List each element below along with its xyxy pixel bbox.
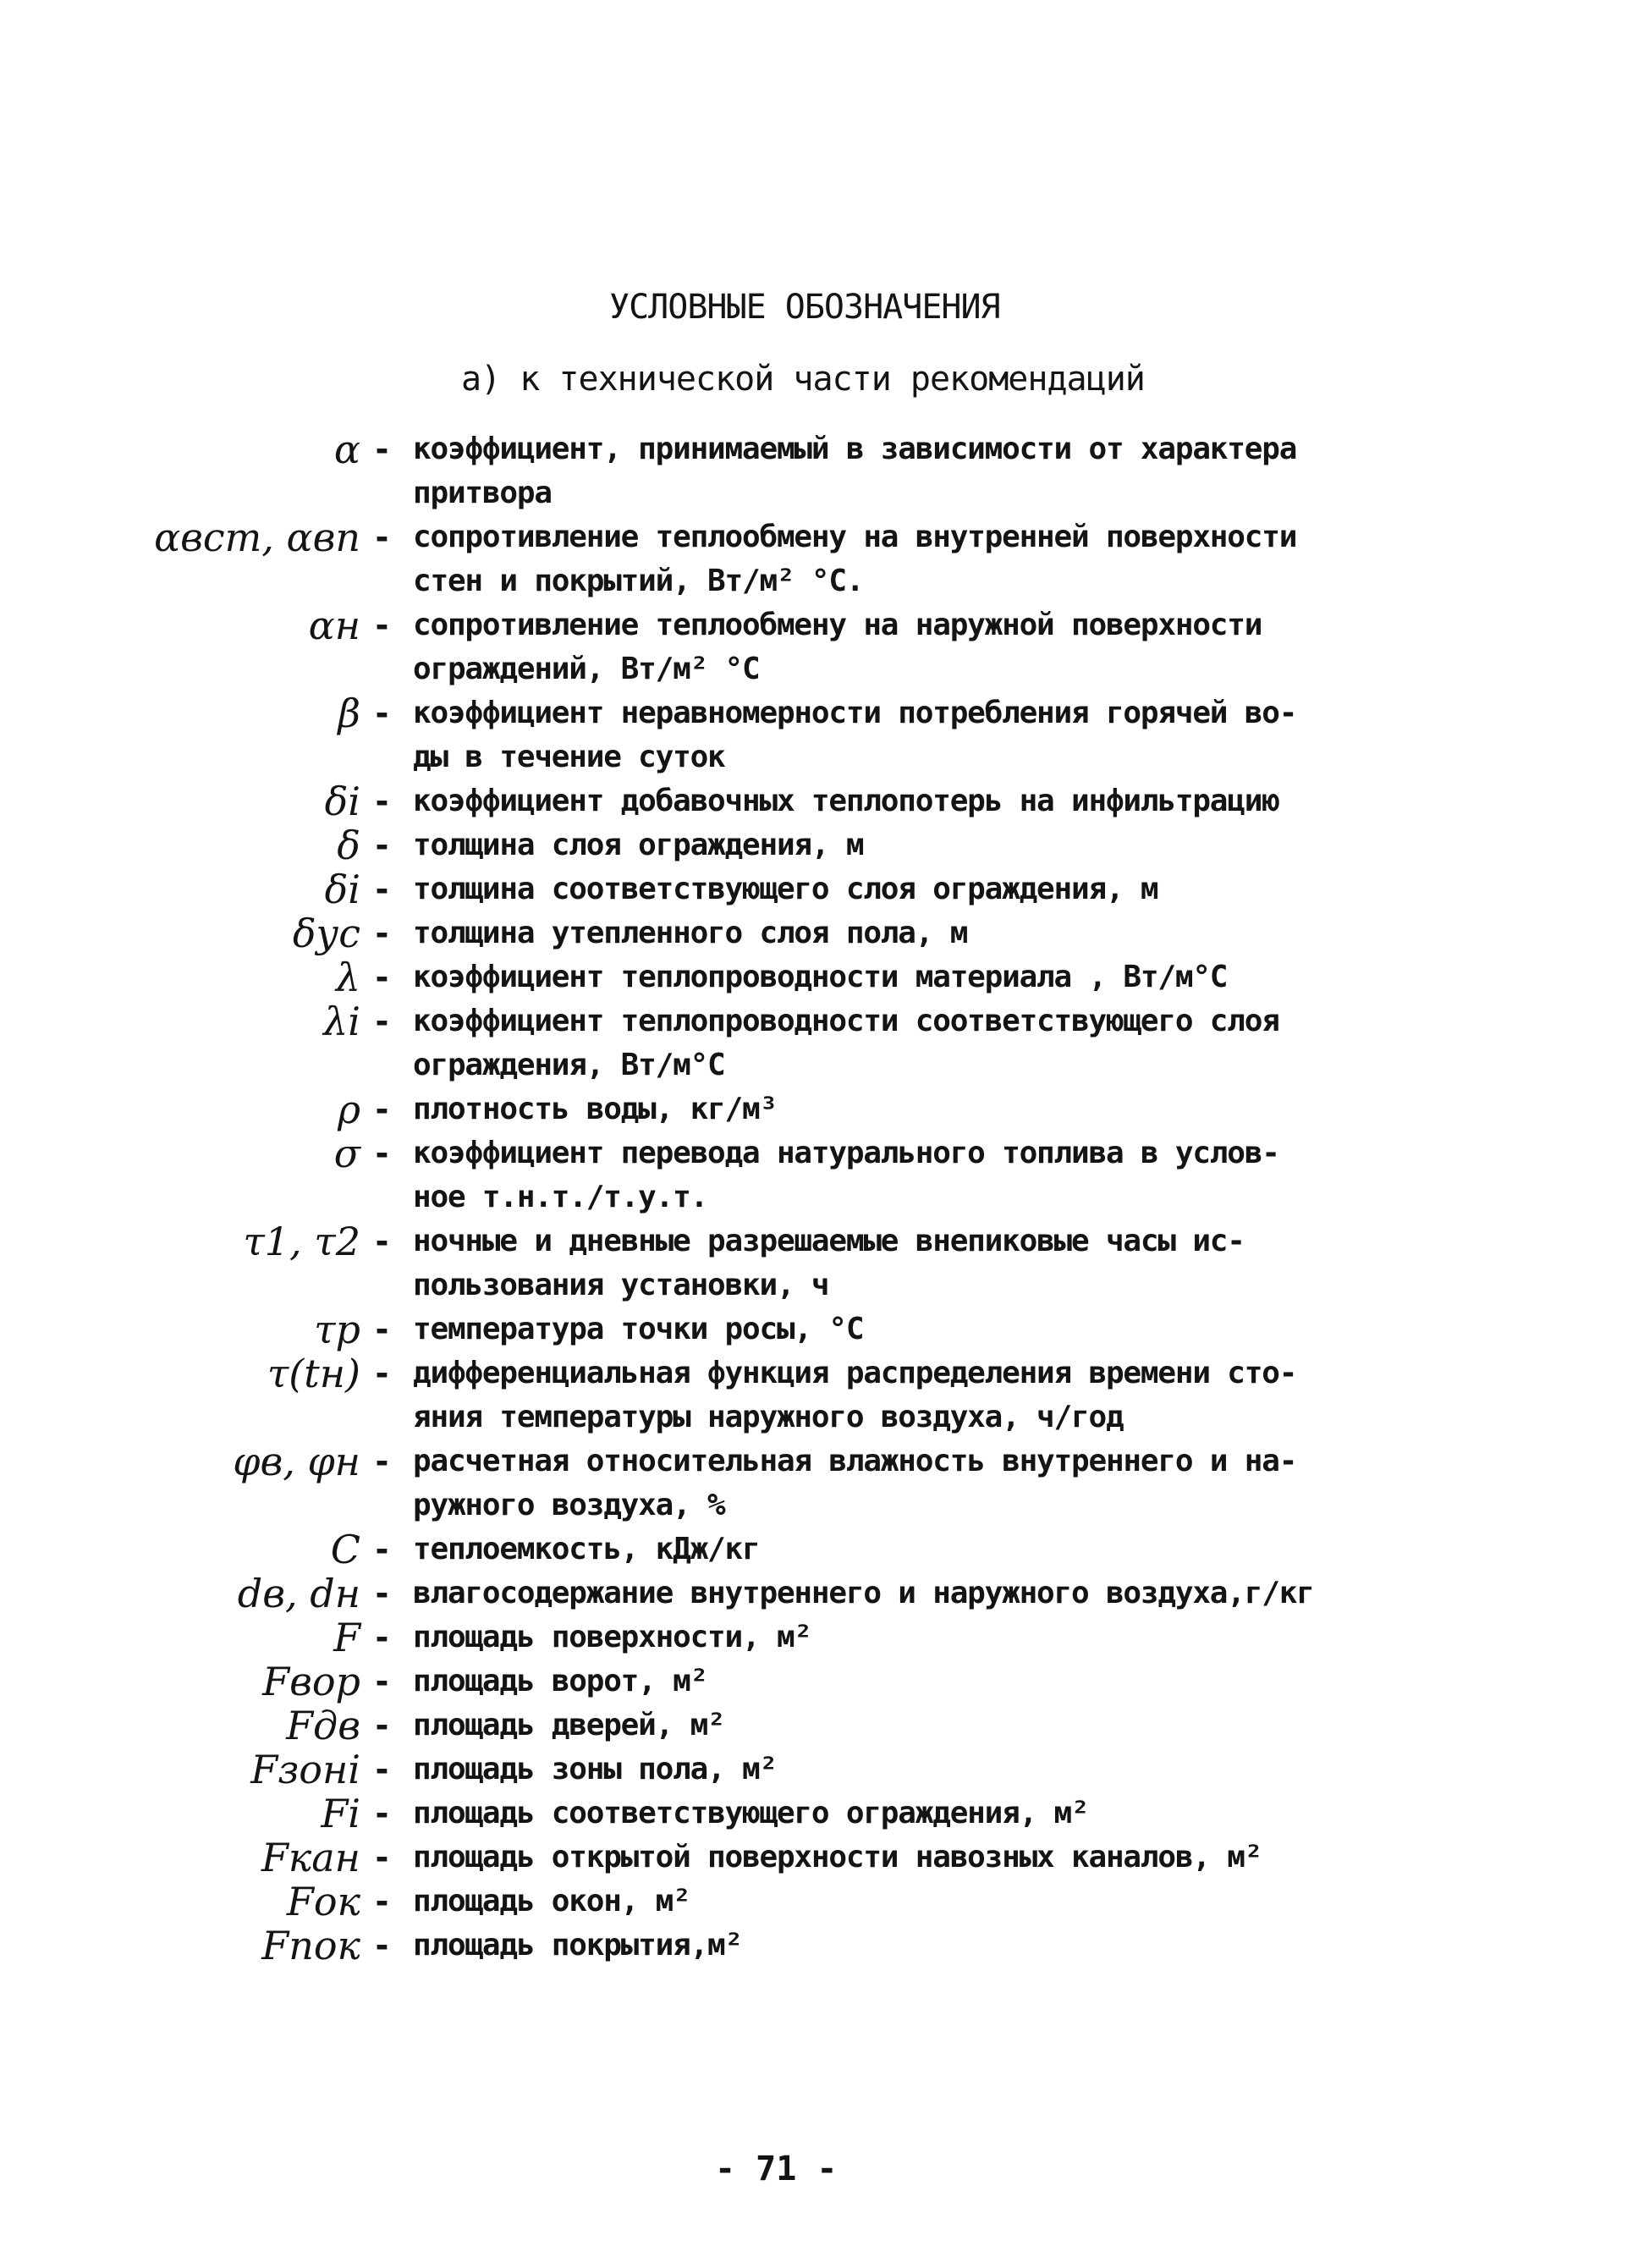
description-line: толщина слоя ограждения, м (413, 828, 864, 862)
description-line: толщина соответствующего слоя ограждения, м (413, 872, 1158, 906)
entry-dash: - (372, 431, 392, 468)
entry-dash: - (372, 1663, 392, 1700)
entry-description (413, 1704, 1369, 1748)
entry-symbol: dв, dн (237, 1571, 360, 1616)
description-line: температура точки росы, °С (413, 1312, 864, 1346)
symbol-entry (0, 1440, 1644, 1528)
entry-symbol: ρ (337, 1087, 360, 1132)
entry-description (413, 1440, 1369, 1528)
entry-dash: - (372, 1619, 392, 1656)
symbol-entry (0, 1616, 1644, 1660)
symbol-entry (0, 427, 1644, 515)
entry-symbol: Fзонi (250, 1747, 360, 1792)
entry-description (413, 999, 1369, 1087)
entry-description (413, 1748, 1369, 1792)
entry-description (413, 867, 1369, 911)
entry-symbol: δi (324, 779, 360, 824)
entry-dash: - (372, 1091, 392, 1128)
entry-description (413, 1087, 1369, 1131)
entry-description (413, 1660, 1369, 1704)
symbol-entry (0, 515, 1644, 603)
description-line: яния температуры наружного воздуха, ч/год (413, 1400, 1124, 1434)
symbol-entry (0, 1704, 1644, 1748)
entry-symbol: С (330, 1527, 360, 1572)
symbol-entry (0, 911, 1644, 955)
description-line: коэффициент добавочных теплопотерь на инфильтрацию (413, 784, 1279, 818)
description-line: теплоемкость, кДж/кг (413, 1532, 760, 1566)
entry-description (413, 603, 1369, 691)
entry-description (413, 1924, 1369, 1968)
symbol-entry (0, 1307, 1644, 1351)
description-line: коэффициент неравномерности потребления горячей во- (413, 696, 1297, 730)
description-line: коэффициент теплопроводности соответствующего слоя (413, 1004, 1279, 1038)
description-line: ограждений, Вт/м² °С (413, 652, 760, 686)
description-line: площадь зоны пола, м² (413, 1752, 777, 1786)
symbol-entry (0, 955, 1644, 999)
entry-dash: - (372, 1355, 392, 1392)
symbol-entry (0, 1572, 1644, 1616)
symbol-list (0, 427, 1644, 1968)
entry-dash: - (372, 1575, 392, 1612)
symbol-entry (0, 1836, 1644, 1880)
entry-symbol: F (333, 1615, 360, 1660)
entry-dash: - (372, 1531, 392, 1568)
description-line: площадь соответствующего ограждения, м² (413, 1796, 1089, 1830)
entry-symbol: Fi (321, 1791, 360, 1836)
description-line: коэффициент, принимаемый в зависимости от характера (413, 432, 1297, 466)
entry-dash: - (372, 1795, 392, 1832)
description-line: площадь дверей, м² (413, 1708, 725, 1742)
entry-dash: - (372, 1443, 392, 1480)
entry-symbol: φв, φн (233, 1439, 360, 1484)
description-line: плотность воды, кг/м³ (413, 1092, 777, 1126)
entry-dash: - (372, 607, 392, 644)
description-line: стен и покрытий, Вт/м² °С. (413, 564, 864, 598)
symbol-entry (0, 779, 1644, 823)
entry-description (413, 1836, 1369, 1880)
symbol-entry (0, 1087, 1644, 1131)
entry-symbol: αн (308, 603, 360, 648)
entry-symbol: λ (335, 955, 360, 1000)
entry-symbol: τ(tн) (267, 1351, 360, 1396)
entry-symbol: β (338, 691, 360, 736)
symbol-entry (0, 691, 1644, 779)
document-title: УСЛОВНЫЕ ОБОЗНАЧЕНИЯ (609, 288, 1000, 327)
entry-description (413, 1572, 1369, 1616)
symbol-entry (0, 1924, 1644, 1968)
description-line: площадь поверхности, м² (413, 1620, 811, 1654)
entry-description (413, 1307, 1369, 1351)
entry-symbol: λi (323, 999, 360, 1044)
symbol-entry (0, 867, 1644, 911)
description-line: сопротивление теплообмену на внутренней поверхности (413, 520, 1297, 554)
entry-description (413, 779, 1369, 823)
description-line: площадь открытой поверхности навозных каналов, м² (413, 1840, 1262, 1874)
entry-description (413, 1131, 1369, 1219)
description-line: влагосодержание внутреннего и наружного воздуха,г/кг (413, 1576, 1314, 1610)
entry-dash: - (372, 1927, 392, 1964)
entry-dash: - (372, 959, 392, 996)
entry-dash: - (372, 1707, 392, 1744)
entry-description (413, 823, 1369, 867)
entry-dash: - (372, 1135, 392, 1172)
entry-dash: - (372, 1839, 392, 1876)
description-line: ночные и дневные разрешаемые внепиковые часы ис- (413, 1224, 1245, 1258)
document-subtitle: а) к технической части рекомендаций (461, 360, 1145, 399)
symbol-entry (0, 1528, 1644, 1572)
symbol-entry (0, 1219, 1644, 1307)
entry-dash: - (372, 1883, 392, 1920)
entry-symbol: δ (337, 823, 360, 868)
symbol-entry (0, 999, 1644, 1087)
description-line: площадь покрытия,м² (413, 1928, 743, 1962)
description-line: расчетная относительная влажность внутреннего и на- (413, 1444, 1297, 1478)
entry-description (413, 1351, 1369, 1440)
entry-symbol: αвст, αвп (154, 515, 360, 560)
entry-dash: - (372, 1003, 392, 1040)
entry-symbol: σ (333, 1131, 360, 1176)
entry-description (413, 1792, 1369, 1836)
entry-description (413, 1528, 1369, 1572)
entry-dash: - (372, 519, 392, 556)
entry-dash: - (372, 1311, 392, 1348)
symbol-entry (0, 1351, 1644, 1440)
entry-description (413, 1880, 1369, 1924)
description-line: ружного воздуха, % (413, 1488, 725, 1522)
entry-dash: - (372, 1223, 392, 1260)
description-line: коэффициент перевода натурального топлива в услов- (413, 1136, 1279, 1170)
entry-dash: - (372, 695, 392, 732)
entry-symbol: Fвор (262, 1659, 360, 1704)
entry-symbol: α (333, 427, 360, 472)
description-line: ное т.н.т./т.у.т. (413, 1180, 708, 1214)
entry-dash: - (372, 783, 392, 820)
description-line: пользования установки, ч (413, 1268, 829, 1302)
symbol-entry (0, 1880, 1644, 1924)
description-line: ды в течение суток (413, 740, 725, 774)
entry-symbol: Fпок (261, 1923, 360, 1968)
entry-symbol: δi (324, 867, 360, 912)
entry-description (413, 427, 1369, 515)
description-line: ограждения, Вт/м°С (413, 1048, 725, 1082)
symbol-entry (0, 1748, 1644, 1792)
page-number: - 71 - (715, 2150, 838, 2188)
entry-symbol: τ1, τ2 (243, 1219, 360, 1264)
entry-description (413, 1219, 1369, 1307)
entry-symbol: δус (292, 911, 360, 956)
entry-symbol: τр (314, 1307, 360, 1352)
entry-dash: - (372, 1751, 392, 1788)
description-line: площадь ворот, м² (413, 1664, 708, 1698)
description-line: коэффициент теплопроводности материала , Вт/м°С (413, 960, 1228, 994)
symbol-entry (0, 1660, 1644, 1704)
entry-description (413, 691, 1369, 779)
entry-description (413, 1616, 1369, 1660)
entry-dash: - (372, 871, 392, 908)
symbol-entry (0, 823, 1644, 867)
entry-symbol: Fдв (286, 1703, 360, 1748)
entry-description (413, 911, 1369, 955)
entry-symbol: Fок (286, 1879, 360, 1924)
entry-dash: - (372, 915, 392, 952)
description-line: толщина утепленного слоя пола, м (413, 916, 968, 950)
symbol-entry (0, 1131, 1644, 1219)
symbol-entry (0, 603, 1644, 691)
entry-description (413, 515, 1369, 603)
description-line: сопротивление теплообмену на наружной поверхности (413, 608, 1262, 642)
entry-dash: - (372, 827, 392, 864)
entry-description (413, 955, 1369, 999)
description-line: площадь окон, м² (413, 1884, 690, 1918)
symbol-entry (0, 1792, 1644, 1836)
description-line: дифференциальная функция распределения времени сто- (413, 1356, 1297, 1390)
entry-symbol: Fкан (261, 1835, 360, 1880)
description-line: притвора (413, 476, 552, 510)
